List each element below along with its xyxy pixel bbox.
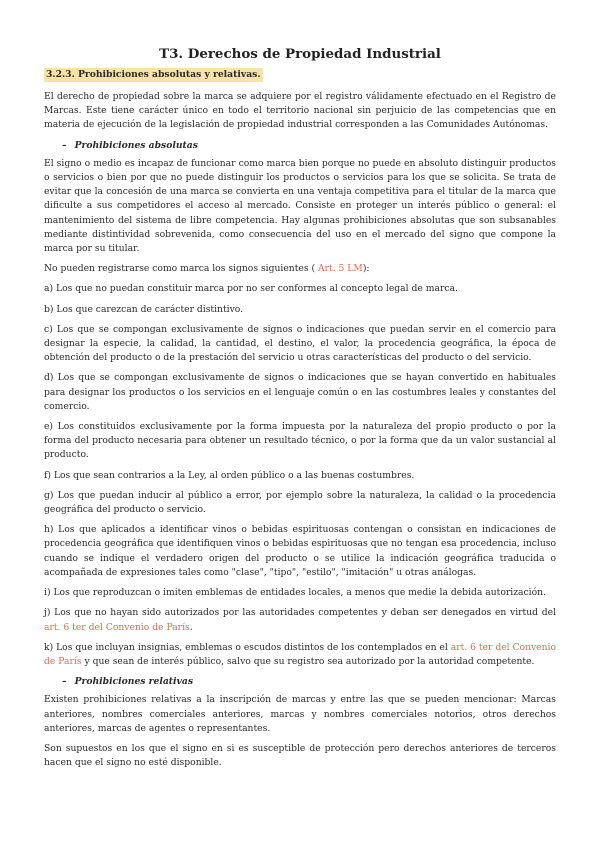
subheading-label: Prohibiciones relativas bbox=[74, 676, 193, 688]
item-f: f) Los que sean contrarios a la Ley, al orden público o a las buenas costumbres. bbox=[44, 469, 415, 481]
item-k bbox=[44, 641, 556, 669]
item-k-text: k) Los que incluyan insignias, emblemas o escudos distintos de los contemplados en el bbox=[44, 641, 451, 653]
no-registro-paragraph bbox=[44, 262, 556, 276]
item-h: h) Los que aplicados a identificar vinos o bebidas espirituosas contengan o consistan en indicaciones de procedencia geográfica que identifiquen vinos o bebidas espirituosas que no tengan esa procedencia, incluso cuando se indique el verdadero origen del producto o se utilice la indicación geográfica traducida o acompañada de expresiones tales como "clase", "tipo", "estilo", "imitación" u otras análogas. bbox=[44, 524, 556, 578]
dash-bullet: – bbox=[62, 139, 67, 151]
intro-paragraph: El derecho de propiedad sobre la marca se adquiere por el registro válidamente efectuado en el Registro de Marcas. Este tiene carácter único en todo el territorio nacional sin perjuicio de las competencias que en materia de ejecución de la legislación de propiedad industrial corresponden a las Comunidades Autónomas. bbox=[44, 91, 556, 131]
dash-bullet: – bbox=[62, 676, 67, 688]
item-b: b) Los que carezcan de carácter distintivo. bbox=[44, 303, 244, 315]
convenio-paris-link-j[interactable]: art. 6 ter del Convenio de París bbox=[44, 621, 190, 633]
item-e: e) Los constituidos exclusivamente por la forma impuesta por la naturaleza del propio producto o por la forma del producto necesaria para obtener un resultado técnico, o por la forma que da un valor sustancial al producto. bbox=[44, 421, 556, 461]
relativas-paragraph-2: Son supuestos en los que el signo en si es susceptible de protección pero derechos anteriores de terceros hacen que el signo no esté disponible. bbox=[44, 742, 556, 769]
item-a: a) Los que no puedan constituir marca por no ser conformes al concepto legal de marca. bbox=[44, 283, 458, 295]
item-g: g) Los que puedan inducir al público a error, por ejemplo sobre la naturaleza, la calidad o la procedencia geográfica del producto o servicio. bbox=[44, 489, 556, 516]
subheading-absolutas bbox=[62, 139, 556, 153]
section-heading: 3.2.3. Prohibiciones absolutas y relativas. bbox=[46, 69, 261, 80]
no-registro-end: ): bbox=[362, 263, 370, 275]
page-title: T3. Derechos de Propiedad Industrial bbox=[159, 46, 441, 62]
item-d: d) Los que se compongan exclusivamente de signos o indicaciones que se hayan convertido en habituales para designar los productos o los servicios en el lenguaje común o en las costumbres leales y constantes del comercio. bbox=[44, 372, 556, 412]
item-j-text: j) Los que no hayan sido autorizados por las autoridades competentes y deban ser denegados en virtud del bbox=[44, 607, 556, 619]
convenio-paris-link-k[interactable]: art. 6 ter del Convenio de París bbox=[44, 641, 556, 667]
item-j-end: . bbox=[189, 621, 193, 633]
item-j bbox=[44, 606, 556, 634]
subheading-relativas bbox=[62, 675, 556, 689]
item-k-end: y que sean de interés público, salvo que su registro sea autorizado por la autoridad competente. bbox=[81, 655, 535, 667]
art-5-lm-link[interactable]: Art. 5 LM bbox=[315, 263, 363, 275]
relativas-paragraph-1: Existen prohibiciones relativas a la inscripción de marcas y entre las que se pueden mencionar: Marcas anteriores, nombres comerciales anteriores, marcas y nombres comerciales notorios, otros derechos anteriores, marcas de agentes o representantes. bbox=[44, 694, 556, 734]
item-i: i) Los que reproduzcan o imiten emblemas de entidades locales, a menos que medie la debida autorización. bbox=[44, 587, 546, 599]
no-registro-text: No pueden registrarse como marca los signos siguientes ( bbox=[44, 263, 316, 275]
absolutas-paragraph: El signo o medio es incapaz de funcionar como marca bien porque no puede en absoluto distinguir productos o servicios o bien por que no puede distinguir los productos o servicios para los que se solicita. Se trata de evitar que la concesión de una marca se convierta en una ventaja competitiva para el titular de la marca que dificulte a sus competidores el acceso al mercado. Consiste en proteger un interés público o general: el mantenimiento del sistema de libre competencia. Hay algunas prohibiciones absolutas que son subsanables mediante distintividad sobrevenida, como consecuencia del uso en el mercado del signo que compone la marca por su titular. bbox=[44, 157, 556, 255]
item-c: c) Los que se compongan exclusivamente de signos o indicaciones que puedan servir en el comercio para designar la especie, la calidad, la cantidad, el destino, el valor, la procedencia geográfica, la época de obtención del producto o de la prestación del servicio u otras características del producto o del servicio. bbox=[44, 323, 556, 364]
subheading-label: Prohibiciones absolutas bbox=[74, 139, 198, 151]
